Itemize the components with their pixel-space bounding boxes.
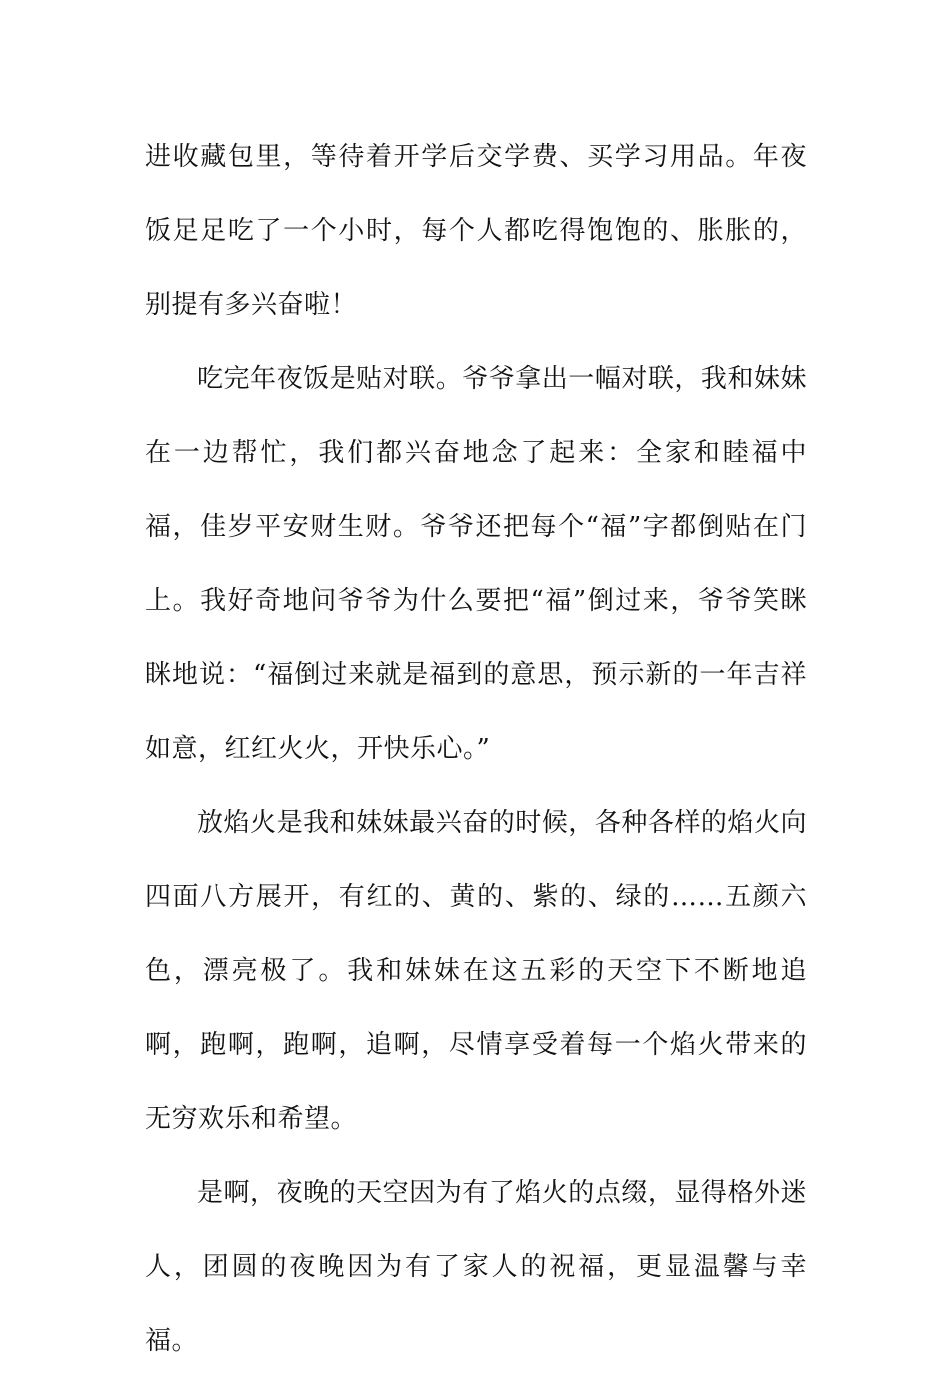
paragraph-2: 吃完年夜饭是贴对联。爷爷拿出一幅对联，我和妹妹在一边帮忙，我们都兴奋地念了起来：全家和睦福中福，佳岁平安财生财。爷爷还把每个“福”字都倒贴在门上。我好奇地问爷爷为什么要把“福”倒过来，爷爷笑眯眯地说：“福倒过来就是福到的意思，预示新的一年吉祥如意，红红火火，开快乐心。” <box>145 364 807 764</box>
paragraph-3: 放焰火是我和妹妹最兴奋的时候，各种各样的焰火向四面八方展开，有红的、黄的、紫的、绿的……五颜六色，漂亮极了。我和妹妹在这五彩的天空下不断地追啊，跑啊，跑啊，追啊，尽情享受着每一个焰火带来的无穷欢乐和希望。 <box>145 808 807 1134</box>
paragraph-1: 进收藏包里，等待着开学后交学费、买学习用品。年夜饭足足吃了一个小时，每个人都吃得饱饱的、胀胀的，别提有多兴奋啦！ <box>145 142 807 320</box>
paragraph-4: 是啊，夜晚的天空因为有了焰火的点缀，显得格外迷人，团圆的夜晚因为有了家人的祝福，更显温馨与幸福。 <box>145 1178 807 1356</box>
document-body <box>145 120 807 1378</box>
